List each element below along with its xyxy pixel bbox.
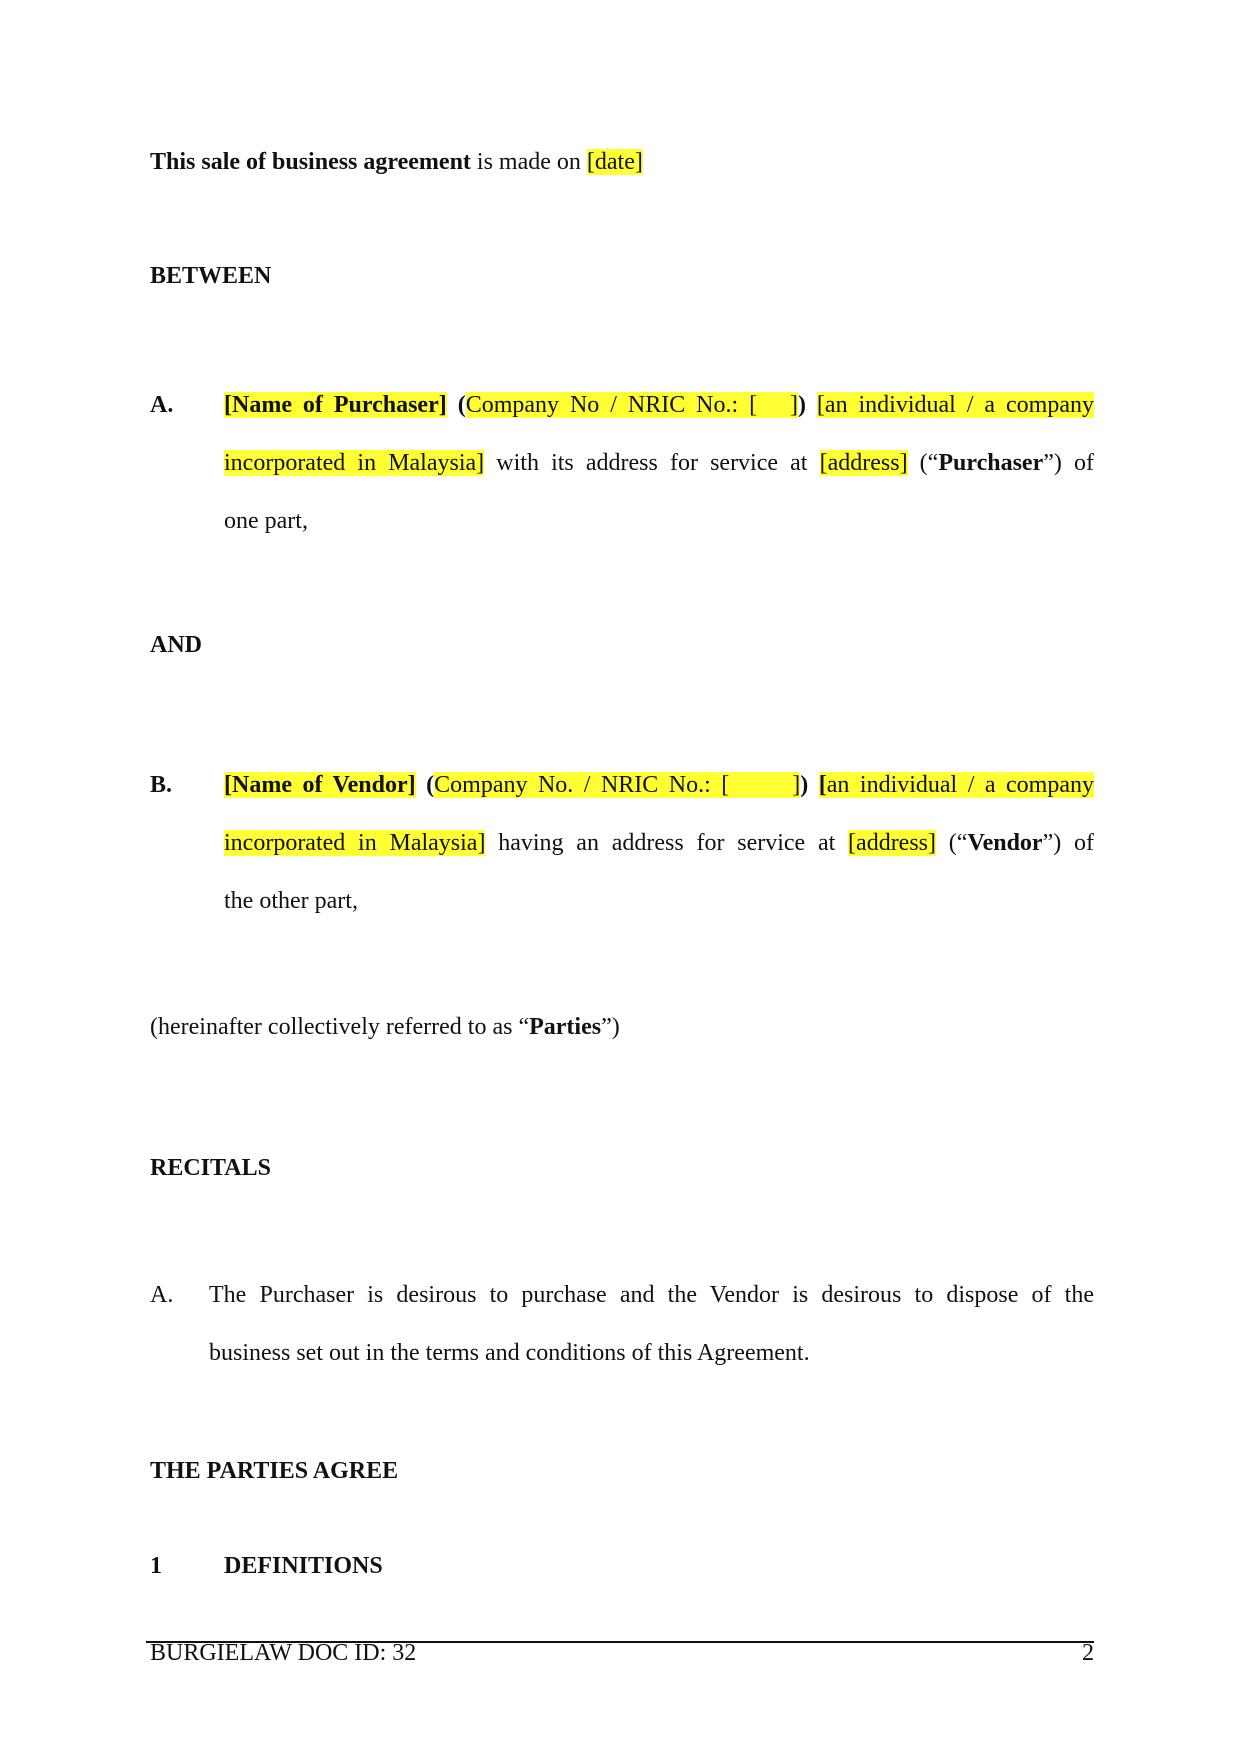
party-a-paragraph bbox=[224, 376, 1094, 550]
vendor-company-no bbox=[434, 772, 800, 798]
purchaser-address-placeholder: [address] bbox=[819, 450, 908, 476]
purchaser-entity-type-2: incorporated in Malaysia] bbox=[224, 450, 485, 476]
party-b-line-3: the other part, bbox=[224, 888, 358, 914]
between-text: BETWEEN bbox=[150, 263, 272, 289]
agree-heading bbox=[150, 1458, 398, 1485]
footer-page-number: 2 bbox=[1082, 1640, 1094, 1666]
vendor-entity-type-2: incorporated in Malaysia] bbox=[224, 830, 486, 856]
party-a-close: ) bbox=[797, 392, 806, 418]
purchaser-company-no bbox=[466, 392, 798, 418]
party-a-line-2 bbox=[224, 434, 1094, 492]
party-a-quote-open: (“ bbox=[907, 450, 939, 476]
vendor-company-no-text: Company No. / NRIC No.: [ bbox=[434, 772, 730, 798]
recital-a-line-2: business set out in the terms and conditions of this Agreement. bbox=[209, 1340, 810, 1366]
purchaser-name-placeholder: [Name of Purchaser] bbox=[224, 392, 447, 418]
between-heading bbox=[150, 263, 271, 290]
recitals-heading-text: RECITALS bbox=[150, 1155, 271, 1181]
party-a-marker-text: A. bbox=[150, 392, 174, 418]
vendor-bracket: [ bbox=[818, 772, 827, 798]
recital-a-line-1: The Purchaser is desirous to purchase and the Vendor is desirous to dispose of the bbox=[209, 1282, 1094, 1308]
party-b-quote-open: (“ bbox=[936, 830, 968, 856]
party-a-line-3: one part, bbox=[224, 508, 308, 534]
vendor-company-no-end: ] bbox=[792, 772, 801, 798]
agree-heading-text: THE PARTIES AGREE bbox=[150, 1458, 399, 1484]
recital-a-paragraph bbox=[209, 1266, 1094, 1382]
party-b-line-2 bbox=[224, 814, 1094, 872]
parties-defined-term: Parties bbox=[529, 1014, 602, 1040]
party-b-close: ) bbox=[800, 772, 809, 798]
party-b-address-lead: having an address for service at bbox=[485, 830, 849, 856]
purchaser-defined-term: Purchaser bbox=[938, 450, 1044, 476]
party-b-marker bbox=[150, 772, 172, 799]
party-a-quote-close: ”) of bbox=[1043, 450, 1094, 476]
footer-doc-id: BURGIELAW DOC ID: 32 bbox=[150, 1640, 417, 1666]
vendor-name-placeholder: [Name of Vendor] bbox=[224, 772, 416, 798]
section-number-text: 1 bbox=[150, 1553, 162, 1579]
purchaser-company-no-text: Company No / NRIC No.: [ bbox=[465, 392, 758, 418]
vendor-entity-type-1: an individual / a company bbox=[826, 772, 1094, 798]
recital-a-marker: A. bbox=[150, 1282, 174, 1308]
party-a-line-1 bbox=[224, 376, 1094, 434]
party-b-marker-text: B. bbox=[150, 772, 173, 798]
and-heading bbox=[150, 632, 202, 659]
vendor-defined-term: Vendor bbox=[967, 830, 1043, 856]
party-a-marker bbox=[150, 392, 173, 419]
and-text: AND bbox=[150, 632, 202, 658]
party-a-address-lead: with its address for service at bbox=[484, 450, 820, 476]
party-b-line-1 bbox=[224, 756, 1094, 814]
section-title bbox=[224, 1553, 383, 1580]
section-title-text: DEFINITIONS bbox=[224, 1553, 383, 1579]
parties-note bbox=[150, 1014, 620, 1041]
section-number bbox=[150, 1553, 162, 1580]
party-b-quote-close: ”) of bbox=[1042, 830, 1094, 856]
parties-note-pre: (hereinafter collectively referred to as “ bbox=[150, 1014, 530, 1040]
intro-bold: This sale of business agreement bbox=[150, 149, 471, 175]
vendor-address-placeholder: [address] bbox=[848, 830, 937, 856]
purchaser-company-no-end: ] bbox=[789, 392, 798, 418]
recitals-heading bbox=[150, 1155, 271, 1182]
parties-note-post: ”) bbox=[601, 1014, 620, 1040]
party-b-open: ( bbox=[426, 772, 435, 798]
date-placeholder: [date] bbox=[586, 149, 643, 175]
party-a-open: ( bbox=[457, 392, 466, 418]
party-b-paragraph bbox=[224, 756, 1094, 930]
purchaser-entity-type-1: [an individual / a company bbox=[816, 392, 1094, 418]
intro-line bbox=[150, 149, 643, 176]
intro-text: is made on bbox=[470, 149, 587, 175]
